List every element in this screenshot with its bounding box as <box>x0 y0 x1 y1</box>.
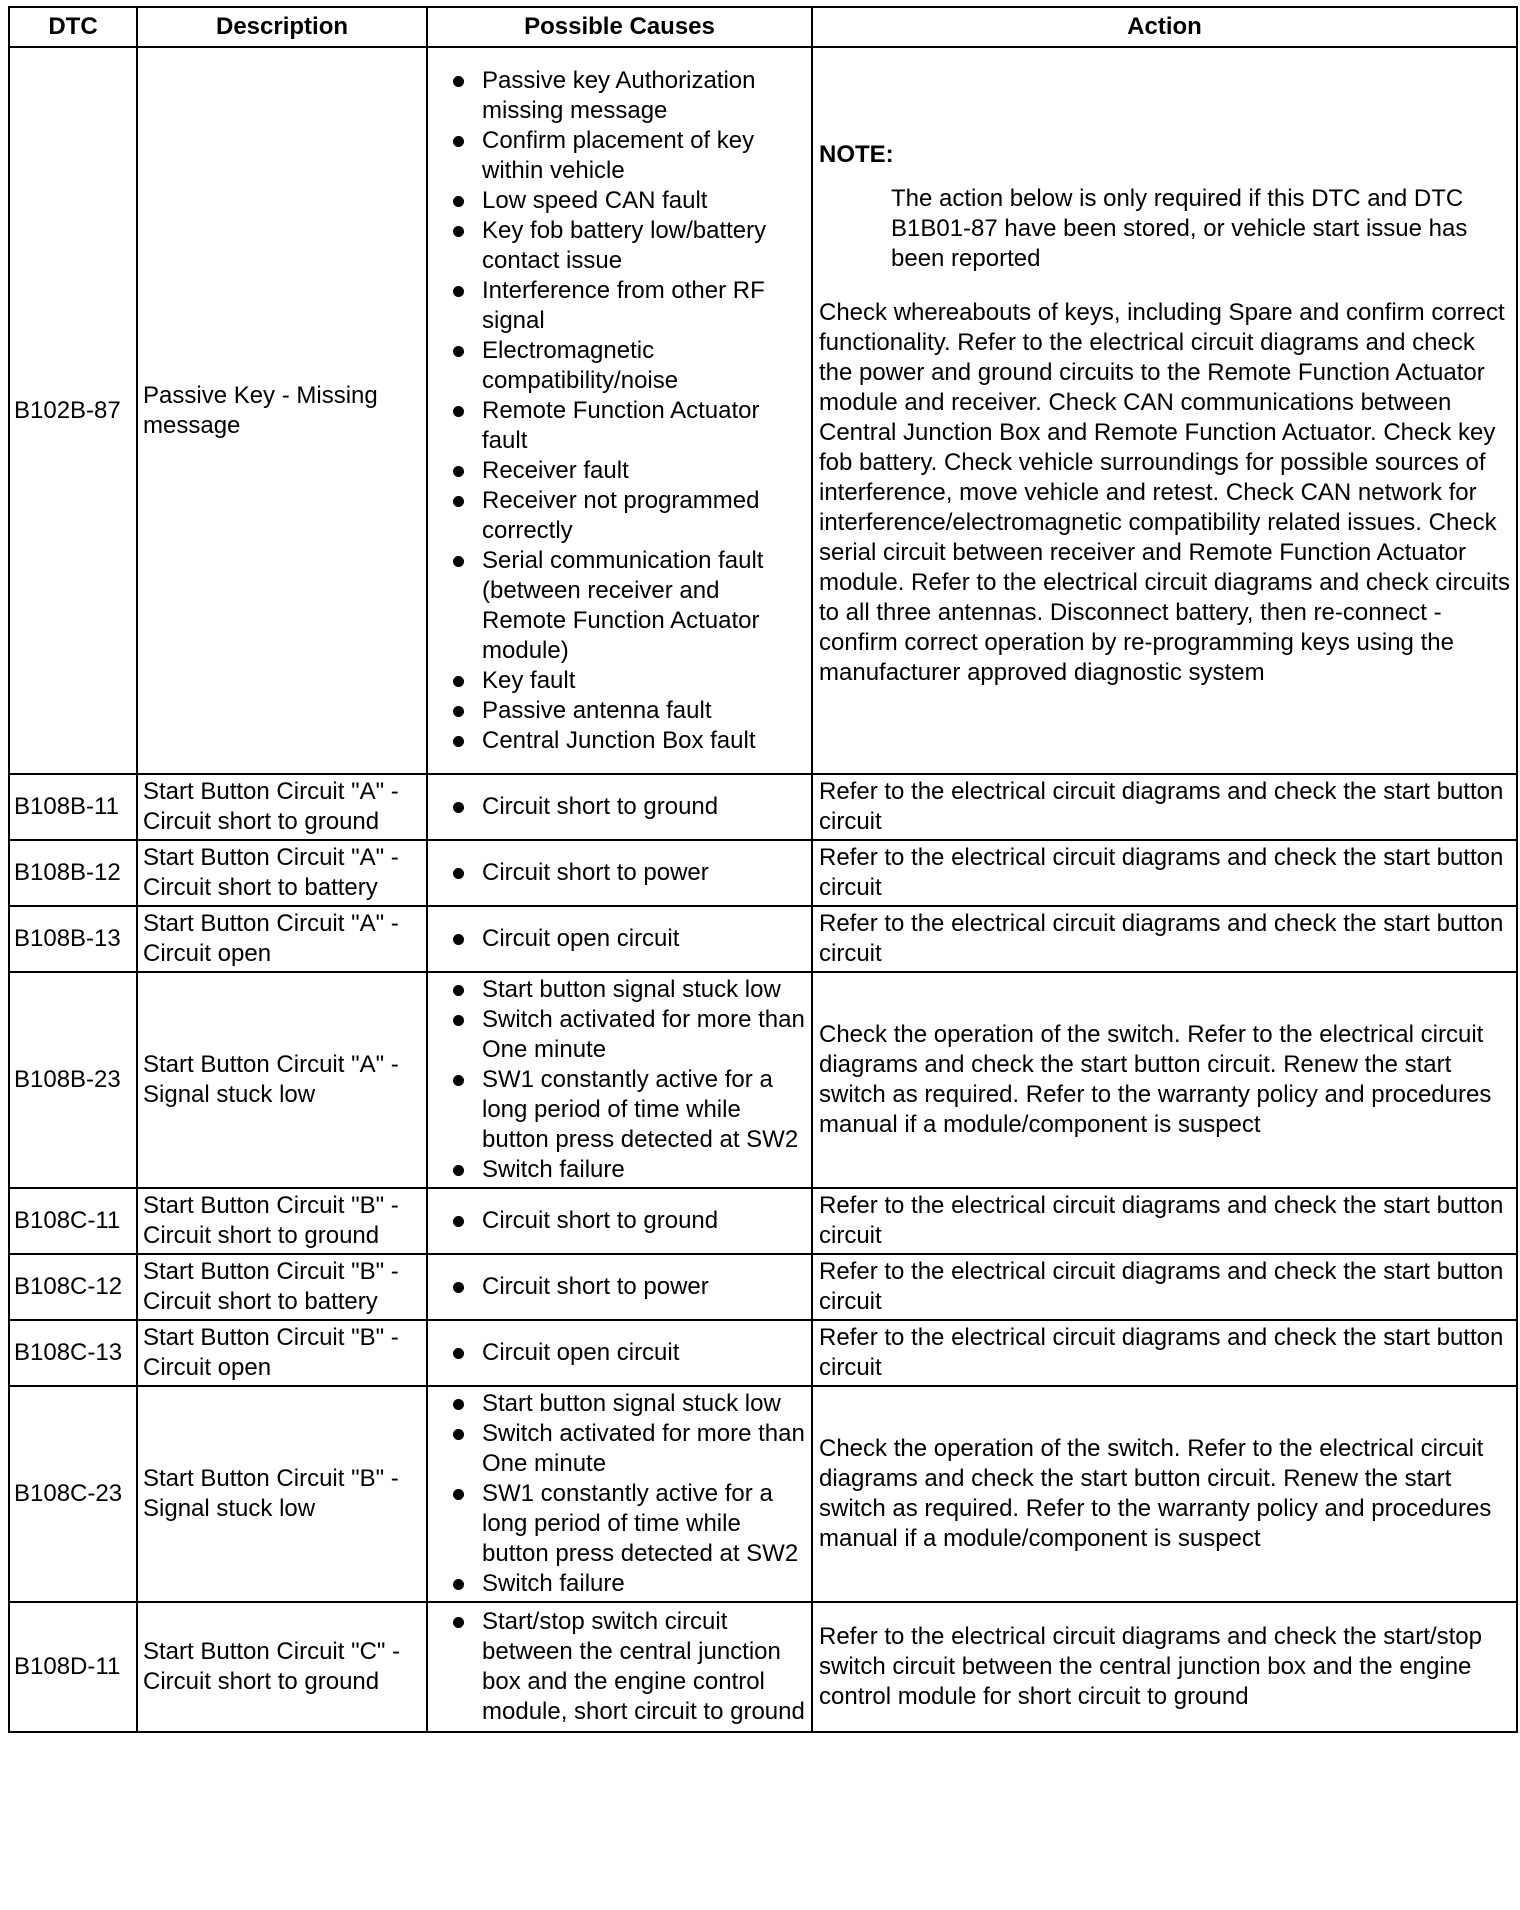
action-text: Refer to the electrical circuit diagrams and check the start/stop switch circuit between the central junction box and the engine control module for short circuit to ground <box>819 1623 1482 1710</box>
note-text: The action below is only required if this DTC and DTC B1B01-87 have been stored, or vehicle start issue has been reported <box>891 184 1468 272</box>
action-cell <box>812 1254 1517 1320</box>
cause-item: Passive antenna fault <box>433 696 806 726</box>
cause-item: Remote Function Actuator fault <box>433 396 806 456</box>
table-row <box>9 1320 1517 1386</box>
possible-causes-cell <box>427 1602 812 1732</box>
table-row <box>9 47 1517 774</box>
dtc-description: Start Button Circuit "A" - Circuit open <box>137 906 427 972</box>
action-cell <box>812 47 1517 774</box>
cause-item: Low speed CAN fault <box>433 186 806 216</box>
action-cell <box>812 906 1517 972</box>
dtc-code: B108B-11 <box>9 774 137 840</box>
possible-causes-cell <box>427 1320 812 1386</box>
dtc-description: Start Button Circuit "A" - Circuit short to ground <box>137 774 427 840</box>
dtc-code: B108B-12 <box>9 840 137 906</box>
cause-item: Circuit short to power <box>433 1272 806 1302</box>
action-cell <box>812 1188 1517 1254</box>
table-row <box>9 774 1517 840</box>
cause-item: Circuit short to ground <box>433 1206 806 1236</box>
table-row <box>9 906 1517 972</box>
header-action: Action <box>812 7 1517 47</box>
possible-causes-list <box>433 975 806 1185</box>
action-text: Refer to the electrical circuit diagrams and check the start button circuit <box>819 1258 1504 1315</box>
table-row <box>9 1386 1517 1602</box>
dtc-description: Start Button Circuit "B" - Circuit short to ground <box>137 1188 427 1254</box>
header-possible-causes: Possible Causes <box>427 7 812 47</box>
header-row <box>9 7 1517 47</box>
action-text: Check the operation of the switch. Refer to the electrical circuit diagrams and check the start button circuit. Renew the start switch as required. Refer to the warranty policy and procedures manual if a module/component is suspect <box>819 1021 1492 1138</box>
dtc-table-page <box>8 6 1516 1733</box>
possible-causes-cell <box>427 1386 812 1602</box>
header-dtc: DTC <box>9 7 137 47</box>
possible-causes-cell <box>427 1188 812 1254</box>
possible-causes-list <box>433 1206 806 1236</box>
dtc-code: B108C-12 <box>9 1254 137 1320</box>
cause-item: Start button signal stuck low <box>433 975 806 1005</box>
cause-item: Confirm placement of key within vehicle <box>433 126 806 186</box>
cause-item: Key fob battery low/battery contact issue <box>433 216 806 276</box>
cause-item: Circuit short to ground <box>433 792 806 822</box>
action-cell <box>812 1320 1517 1386</box>
action-text: Refer to the electrical circuit diagrams and check the start button circuit <box>819 1192 1504 1249</box>
possible-causes-cell <box>427 972 812 1188</box>
cause-item: Switch activated for more than One minute <box>433 1419 806 1479</box>
cause-item: Switch failure <box>433 1569 806 1599</box>
possible-causes-list <box>433 1607 806 1727</box>
cause-item: Central Junction Box fault <box>433 726 806 756</box>
cause-item: Receiver not programmed correctly <box>433 486 806 546</box>
action-text: Refer to the electrical circuit diagrams and check the start button circuit <box>819 910 1504 967</box>
dtc-description: Start Button Circuit "C" - Circuit short to ground <box>137 1602 427 1732</box>
header-description: Description <box>137 7 427 47</box>
possible-causes-list <box>433 1338 806 1368</box>
cause-item: Circuit short to power <box>433 858 806 888</box>
possible-causes-list <box>433 858 806 888</box>
action-text: Check the operation of the switch. Refer to the electrical circuit diagrams and check the start button circuit. Renew the start switch as required. Refer to the warranty policy and procedures manual if a module/component is suspect <box>819 1435 1492 1552</box>
dtc-code: B108B-23 <box>9 972 137 1188</box>
table-body <box>9 47 1517 1732</box>
table-row <box>9 1254 1517 1320</box>
action-text: Refer to the electrical circuit diagrams and check the start button circuit <box>819 844 1504 901</box>
cause-item: Serial communication fault (between receiver and Remote Function Actuator module) <box>433 546 806 666</box>
dtc-code: B108D-11 <box>9 1602 137 1732</box>
dtc-code: B102B-87 <box>9 47 137 774</box>
action-cell <box>812 1386 1517 1602</box>
cause-item: SW1 constantly active for a long period of time while button press detected at SW2 <box>433 1479 806 1569</box>
table-row <box>9 1602 1517 1732</box>
cause-item: Interference from other RF signal <box>433 276 806 336</box>
dtc-table <box>8 6 1518 1733</box>
table-row <box>9 972 1517 1188</box>
table-row <box>9 840 1517 906</box>
cause-item: Circuit open circuit <box>433 1338 806 1368</box>
possible-causes-cell <box>427 774 812 840</box>
dtc-code: B108C-23 <box>9 1386 137 1602</box>
dtc-description: Start Button Circuit "B" - Signal stuck low <box>137 1386 427 1602</box>
note-label: NOTE: <box>819 140 894 168</box>
action-cell <box>812 774 1517 840</box>
possible-causes-list <box>433 924 806 954</box>
possible-causes-cell <box>427 840 812 906</box>
possible-causes-list <box>433 1389 806 1599</box>
possible-causes-cell <box>427 906 812 972</box>
possible-causes-cell <box>427 1254 812 1320</box>
action-text: Refer to the electrical circuit diagrams and check the start button circuit <box>819 778 1504 835</box>
dtc-description: Start Button Circuit "B" - Circuit open <box>137 1320 427 1386</box>
action-cell <box>812 972 1517 1188</box>
dtc-description: Start Button Circuit "B" - Circuit short to battery <box>137 1254 427 1320</box>
action-text: Check whereabouts of keys, including Spare and confirm correct functionality. Refer to the electrical circuit diagrams and check the power and ground circuits to the Remote Function Actuator module and receiver. Check CAN communications between Central Junction Box and Remote Function Actuator. Check key fob battery. Check vehicle surroundings for possible sources of interference, move vehicle and retest. Check CAN network for interference/electromagnetic compatibility related issues. Check serial circuit between receiver and Remote Function Actuator module. Refer to the electrical circuit diagrams and check circuits to all three antennas. Disconnect battery, then re-connect - confirm correct operation by re-programming keys using the manufacturer approved diagnostic system <box>819 298 1510 686</box>
action-text: Refer to the electrical circuit diagrams and check the start button circuit <box>819 1324 1504 1381</box>
dtc-description: Start Button Circuit "A" - Circuit short to battery <box>137 840 427 906</box>
cause-item: Start button signal stuck low <box>433 1389 806 1419</box>
action-cell <box>812 1602 1517 1732</box>
cause-item: SW1 constantly active for a long period of time while button press detected at SW2 <box>433 1065 806 1155</box>
action-cell <box>812 840 1517 906</box>
possible-causes-cell <box>427 47 812 774</box>
possible-causes-list <box>433 1272 806 1302</box>
dtc-code: B108C-11 <box>9 1188 137 1254</box>
cause-item: Passive key Authorization missing message <box>433 66 806 126</box>
cause-item: Circuit open circuit <box>433 924 806 954</box>
table-row <box>9 1188 1517 1254</box>
possible-causes-list <box>433 792 806 822</box>
dtc-code: B108C-13 <box>9 1320 137 1386</box>
dtc-description: Start Button Circuit "A" - Signal stuck low <box>137 972 427 1188</box>
dtc-code: B108B-13 <box>9 906 137 972</box>
possible-causes-list <box>433 66 806 756</box>
cause-item: Receiver fault <box>433 456 806 486</box>
cause-item: Electromagnetic compatibility/noise <box>433 336 806 396</box>
cause-item: Switch failure <box>433 1155 806 1185</box>
cause-item: Key fault <box>433 666 806 696</box>
cause-item: Start/stop switch circuit between the central junction box and the engine control module, short circuit to ground <box>433 1607 806 1727</box>
cause-item: Switch activated for more than One minute <box>433 1005 806 1065</box>
dtc-description: Passive Key - Missing message <box>137 47 427 774</box>
